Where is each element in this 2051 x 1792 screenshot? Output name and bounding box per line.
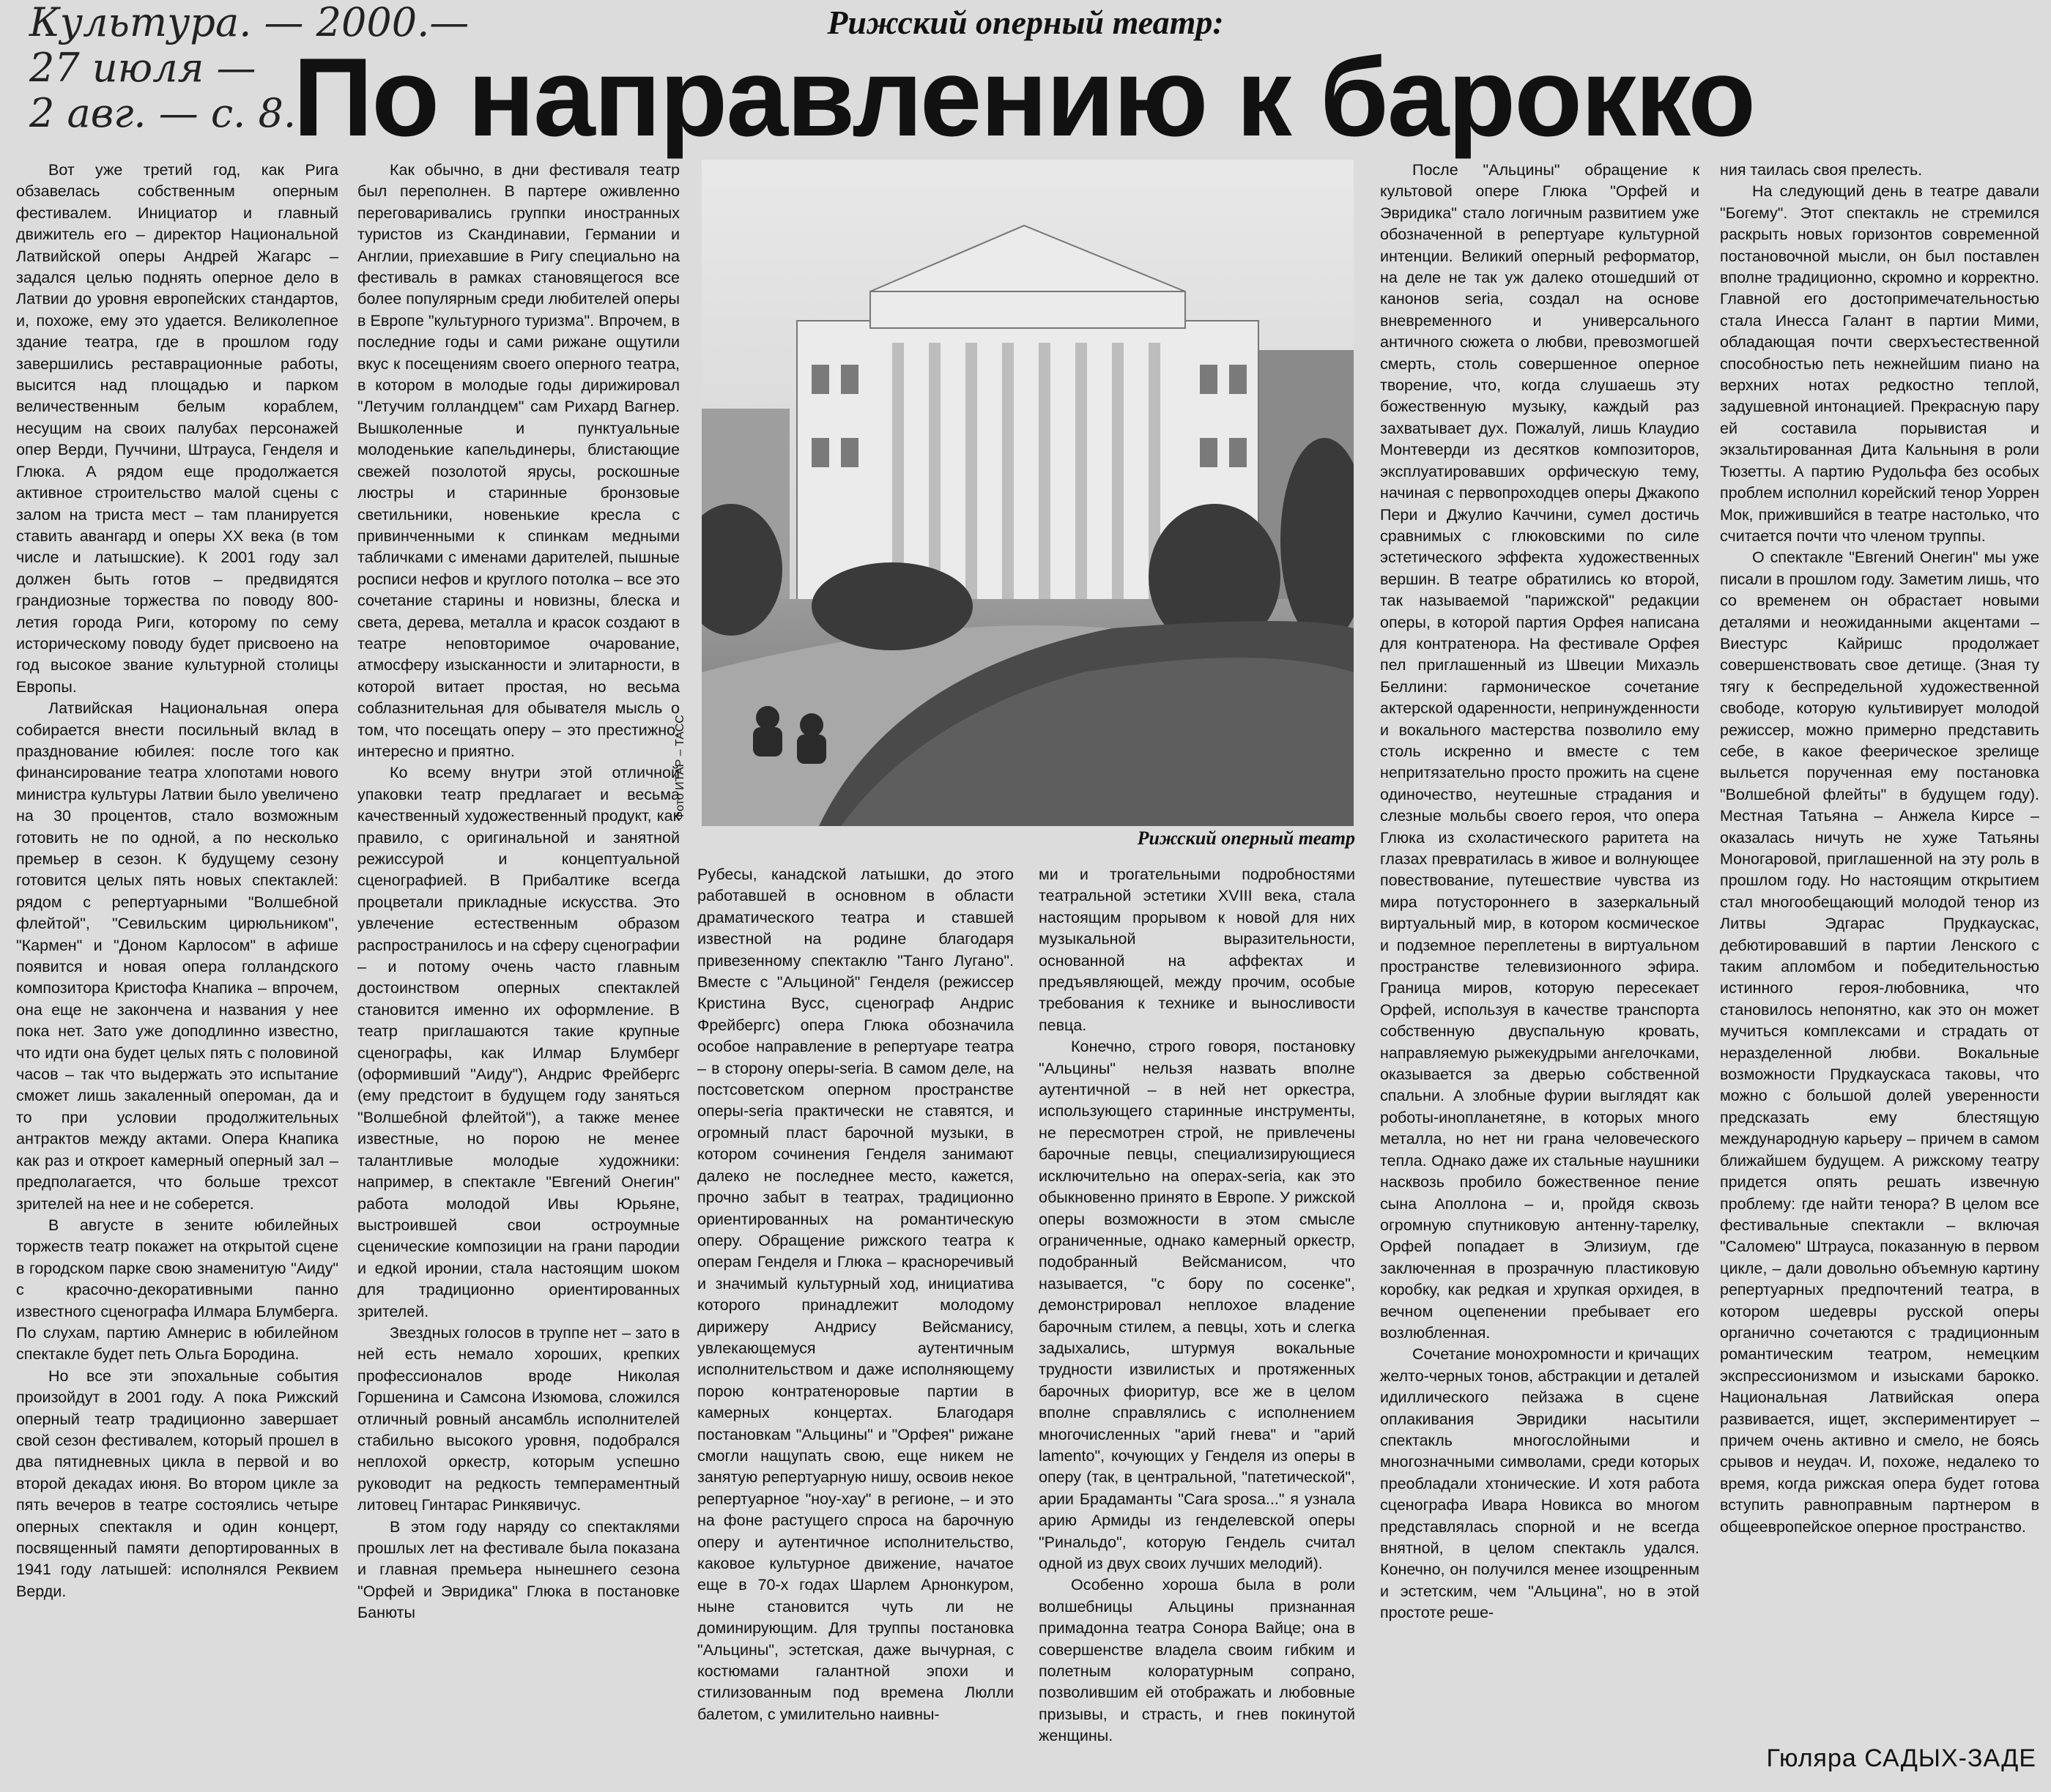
handnote-line-2: 27 июля — (29, 45, 256, 91)
article-paragraph: Латвийская Национальная опера собирается внести посильный вклад в празднование юбилея: после того как финансирование театра хлопотами нового министра культуры Латвии было увеличено на 30 процентов, стало возможным готовить не по одной, а по несколько премьер в сезон. К будущему сезону готовится целых пять новых спектаклей: рядом с репертуарными "Волшебной флейтой", "Севильским цирюльником", "Кармен" и "Доном Карлосом" в афише появится и новая опера голландского композитора Кристофа Кнапика – впрочем, она еще не закончена и названия у нее пока нет. Зато уже доподлинно известно, что идти она будет целых пять с половиной часов – так что выдержать это испытание сможет лишь закаленный опероман, да и то при условии продолжительных антрактов между актами. Опера Кнапика как раз и откроет камерный оперный зал – предполагается, что больше трехсот зрителей на нее и не соберется. (16, 699, 338, 1213)
photo-credit (674, 542, 696, 835)
column-2 (357, 160, 680, 1743)
article-paragraph: Но все эти эпохальные события произойдут в 2001 году. А пока Рижский оперный театр традиционно завершает свой сезон фестивалем, который прошел в два пятидневных цикла в первой и во второй декадах июня. Во втором цикле за пять вечеров в театре состоялись четыре оперных спектакля и один концерт, посвященный памяти депортированных в 1941 году латышей: исполнялся Реквием Верди. (16, 1367, 338, 1600)
article-paragraph: Вот уже третий год, как Рига обзавелась собственным оперным фестивалем. Инициатор и главный движитель его – директор Национальной Латвийской оперы Андрей Жагарс – задался целью поднять оперное дело в Латвии до уровня европейских стандартов, и, похоже, ему это удается. Великолепное здание театра, где в прошлом году завершились реставрационные работы, высится над площадью и парком величественным белым кораблем, несущим на своих палубах персонажей опер Верди, Пуччини, Штрауса, Генделя и Глюка. А рядом еще продолжается активное строительство малой сцены с залом на триста мест – там планируется ставить авангард и оперы XX века (в том числе и латышские). К 2001 году зал должен быть готов – предвидятся грандиозные торжества по поводу 800-летия города Риги, которому по сему историческому поводу будет присвоено на год высокое звание культурной столицы Европы. (16, 161, 338, 696)
article-paragraph: ми и трогательными подробностями театральной эстетики XVIII века, стала настоящим прорывом к новой для них музыкальной выразительности, основанной на аффектах и предъявляющей, между прочим, особые требования к технике и выносливости певца. (1039, 866, 1355, 1034)
article-paragraph: В этом году наряду со спектаклями прошлых лет на фестивале была показана и главная премьера нынешнего сезона "Орфей и Эвридика" Глюка в постановке Банюты (357, 1517, 680, 1622)
photo-credit-text: Фото ИТАР – ТАСС (674, 715, 686, 820)
article-paragraph: Рубесы, канадской латышки, до этого работавшей в основном в области драматического театра и ставшей известной на родине благодаря привезенному спектаклю "Танго Лугано". Вместе с "Альциной" Генделя (режиссер Кристина Вусс, сценограф Андрис Фрейбергс) опера Глюка обозначила особое направление в репертуаре театра – в сторону оперы-seria. В самом деле, на постсоветском оперном пространстве оперы-seria практически не ставятся, и огромный пласт барочной музыки, в котором сочинения Генделя занимают далеко не последнее место, кажется, прочно забыт в театрах, традиционно ориентированных на романтическую оперу. Обращение рижского театра к операм Генделя и Глюка – красноречивый и значимый культурный ход, инициатива которого принадлежит молодому дирижеру Андрису Вейсманису, увлекающемуся аутентичным исполнительством и даже исполняющему порою контратеноровые партии в камерных концертах. Благодаря постановкам "Альцины" и "Орфея" рижане смогли нащупать свою, еще никем не занятую репертуарную нишу, освоив некое репертуарное "ноу-хау" в регионе, – и это на фоне растущего спроса на барочную оперу и аутентичное исполнительство, каковое культурное движение, начатое еще в 70-х годах Шарлем Арнонкуром, ныне становится чуть ли не доминирующим. Для труппы постановка "Альцины", эстетская, даже вычурная, с костюмами галантной эпохи и стилизованным под времена Люлли балетом, с умилительно наивны- (697, 866, 1014, 1723)
column-6 (1720, 160, 2039, 1743)
article-paragraph: О спектакле "Евгений Онегин" мы уже писали в прошлом году. Заметим лишь, что со временем он обрастает новыми деталями и неожиданными акцентами – Виестурс Кайришс продолжает совершенствовать свое детище. (Зная ту тягу к беспредельной художественной свободе, которую культивирует молодой режиссер, можно примерно представить себе, в какое феерическое зрелище выльется порученная ему постановка "Волшебной флейты" в будущем году). Местная Татьяна – Анжела Кирсе – оказалась ничуть не хуже Татьяны Моногаровой, приглашенной на эту роль в прошлом году. Но настоящим открытием стал многообещающий молодой тенор из Литвы Эдгарас Прудкаускас, дебютировавший в партии Ленского с таким апломбом и победительностью истинного героя-любовника, что становилось непонятно, как это он может мучиться комплексами и страдать от неразделенной любви. Вокальные возможности Прудкаускаса таковы, что можно с большой долей уверенности предсказать ему блестящую международную карьеру – причем в самом ближайшем будущем. А рижскому театру придется опять решать извечную проблему: где найти тенора? В целом все фестивальные спектакли – включая "Саломею" Штрауса, показанную в первом цикле, – дали довольно объемную картину репертуарных предпочтений театра, в котором шедевры русской оперы органично сочетаются с традиционным романтическим театром, немецким экспрессионизмом и изысками барокко. Национальная Латвийская опера развивается, ищет, экспериментирует – причем очень активно и смело, не боясь срывов и неудач. И, похоже, недалеко то время, когда рижская опера будет готова вступить равноправным партнером в общеевропейское оперное пространство. (1720, 549, 2039, 1536)
article-paragraph: Особенно хороша была в роли волшебницы Альцины признанная примадонна театра Сонора Вайце; она в совершенстве владела своим гибким и полетным колоратурным сопрано, позволившим ей отображать и любовные призывы, и страсть, и гнев покинутой женщины. (1039, 1576, 1355, 1745)
column-1 (16, 160, 338, 1743)
article-paragraph: Сочетание монохромности и кричащих желто-черных тонов, абстракции и деталей идиллического пейзажа в сцене оплакивания Эвридики насытили спектакль многослойными и многозначными символами, среди которых преобладали хтонические. И хотя работа сценографа Ивара Новикса во многом представлялась спорной и не всегда внятной, в целом спектакль удался. Конечно, он получился менее изощренным и эстетским, чем "Альцина", но в этой простоте реше- (1380, 1345, 1699, 1622)
article-paragraph: На следующий день в театре давали "Богему". Этот спектакль не стремился раскрыть новых горизонтов современной постановочной мысли, он был поставлен вполне традиционно, скромно и корректно. Главной его достопримечательностью стала Инесса Галант в партии Мими, обладающая почти сверхъестественной способностью петь нежнейшим пиано на верхних нотах редкостно теплой, задушевной интонацией. Прекрасную пару ей составила порывистая и экзальтированная Дита Кальныня в роли Тюзетты. А партию Рудольфа без особых проблем исполнил корейский тенор Уоррен Мок, прижившийся в театре настолько, что считается почти что членом труппы. (1720, 182, 2039, 545)
column-3 (697, 864, 1014, 1791)
article-paragraph: Звездных голосов в труппе нет – зато в ней есть немало хороших, крепких профессионалов вроде Николая Горшенина и Самсона Изюмова, сложился отличный ровный ансамбль исполнителей стабильно высокого уровня, подобрался неплохой оркестр, которым успешно руководит на редкость темпераментный литовец Гинтарас Ринкявичус. (357, 1323, 680, 1514)
theatre-photo (702, 160, 1354, 826)
article-paragraph: После "Альцины" обращение к культовой опере Глюка "Орфей и Эвридика" стало логичным развитием уже обозначенной в репертуаре культурной интенции. Великий оперный реформатор, на деле не так уж далеко отошедший от канонов seria, создал на основе вневременного и универсального античного сюжета о любви, превозмогшей смерть, столь совершенное оперное творение, что, когда слушаешь эту божественную музыку, каждый раз захватывает дух. Пожалуй, лишь Клаудио Монтеверди из десятков композиторов, эксплуатировавших орфическую тему, начиная с первопроходцев оперы Джакопо Пери и Джулио Каччини, сумел достичь сравнимых с глюковскими по силе эстетического эффекта художественных вершин. В театре обратились ко второй, так называемой "парижской" редакции оперы, в которой партия Орфея написана для контратенора. На фестивале Орфея пел приглашенный из Швеции Михаэль Беллини: гармоническое сочетание актерской одаренности, непринужденности и вокального мастерства позволило ему столь искренно и вместе с тем непритязательно просто прожить на сцене одиночество, неутешные страдания и слезные мольбы своего героя, что опера Глюка из схоластического раритета на глазах превратилась в живое и волнующее повествование, путешествие чувства из мира потустороннего в зазеркальный виртуальный мир, в котором космическое и подземное переплетены в виртуальном пространстве телевизионного эфира. Граница миров, которую пересекает Орфей, используя в качестве транспорта собственную двуспальную кровать, направляемую рыжекудрыми ангелочками, оказывается за дверью собственной спальни. А злобные фурии выглядят как роботы-инопланетяне, в которых много металла, но нет ни грана человеческого тепла. Однако даже их стальные наушники насквозь пробило божественное пение сына Аполлона – и, пройдя сквозь огромную спутниковую антенну-тарелку, Орфей попадает в Элизиум, где заключенная в прозрачную пластиковую коробку, как редкая и хрупкая орхидея, в вечном оцепенении пребывает его возлюбленная. (1380, 161, 1699, 1342)
column-4 (1039, 864, 1355, 1791)
article-paragraph: В августе в зените юбилейных торжеств театр покажет на открытой сцене в городском парке свою знаменитую "Аиду" с красочно-декоративными панно известного сценографа Илмара Блумберга. По слухам, партию Амнерис в юбилейном спектакле будет петь Ольга Бородина. (16, 1216, 338, 1364)
article-paragraph: ния таилась своя прелесть. (1720, 161, 1923, 179)
opera-house-photo-illustration (702, 160, 1354, 826)
article-paragraph: Ко всему внутри этой отличной упаковки театр предлагает и весьма качественный художественный продукт, как правило, с оригинальной и занятной режиссурой и концептуальной сценографией. В Прибалтике всегда процветали прикладные искусства. Это увлечение естественным образом распространилось и на сферу сценографии – и потому очень часто главным достоинством оперных спектаклей становится именно их оформление. В театр приглашаются такие крупные сценографы, как Илмар Блумберг (оформивший "Аиду"), Андрис Фрейбергс (ему предстоит в будущем году заняться "Волшебной флейтой"), а также менее известные, но порою не менее талантливые молодые художники: например, в спектакле "Евгений Онегин" работа молодой Ивы Юрьяне, выстроившей свои остроумные сценические композиции на грани пародии и едкой иронии, стала настоящим шоком для традиционно ориентированных зрителей. (357, 764, 680, 1320)
column-5 (1380, 160, 1699, 1791)
handwritten-note (29, 0, 470, 136)
handnote-line-1: Культура. — 2000.— (29, 0, 470, 45)
handnote-line-3: 2 авг. — с. 8. (29, 90, 297, 136)
photo-caption: Рижский оперный театр (1137, 828, 1355, 849)
article-headline: По направлению к барокко (293, 35, 1755, 160)
article-kicker: Рижский оперный театр: (827, 4, 1224, 41)
article-paragraph: Как обычно, в дни фестиваля театр был переполнен. В партере оживленно переговаривались группки иностранных туристов из Скандинавии, Германии и Англии, приехавшие в Ригу специально на фестиваль в рамках становящегося все более популярным среди любителей оперы в Европе "культурного туризма". Впрочем, в последние годы и сами рижане ощутили вкус к посещениям своего оперного театра, в котором в молодые годы дирижировал "Летучим голландцем" сам Рихард Вагнер. Вышколенные и пунктуальные молоденькие капельдинеры, блистающие свежей позолотой ярусы, роскошные люстры и старинные бронзовые светильники, новенькие кресла с привинченными к спинкам медными табличками с именами дарителей, пышные росписи нефов и круглого потолка – все это сочетание старины и новизны, блеска и света, дерева, металла и красок создают в театре неповторимое очарование, атмосферу изысканности и элитарности, в которой витает простая, но весьма соблазнительная для обывателя мысль о том, что посещать оперу – это престижно, интересно и приятно. (357, 161, 680, 760)
author-byline: Гюляра САДЫХ-ЗАДЕ (1766, 1744, 2036, 1772)
article-paragraph: Конечно, строго говоря, постановку "Альцины" нельзя назвать вполне аутентичной – в ней нет оркестра, использующего старинные инструменты, не пересмотрен строй, не привлечены барочные певцы, специализирующиеся исключительно на операх-seria, как это обыкновенно принято в Европе. У рижской оперы возможности в этом смысле ограниченные, однако камерный оркестр, подобранный Вейсманисом, что называется, "с бору по сосенке", демонстрировал неплохое владение барочным стилем, а певцы, хоть и слегка задыхались, штурмуя вокальные трудности извилистых и протяженных барочных фиоритур, все же в целом вполне справлялись с исполнением многочисленных "арий гнева" и "арий lamento", кочующих у Генделя из оперы в оперу (так, в центральной, "патетической", арии Брадаманты "Cara sposa..." я узнала арию Армиды из генделевской оперы "Ринальдо", которую Гендель считал одной из двух своих лучших мелодий). (1039, 1038, 1355, 1572)
